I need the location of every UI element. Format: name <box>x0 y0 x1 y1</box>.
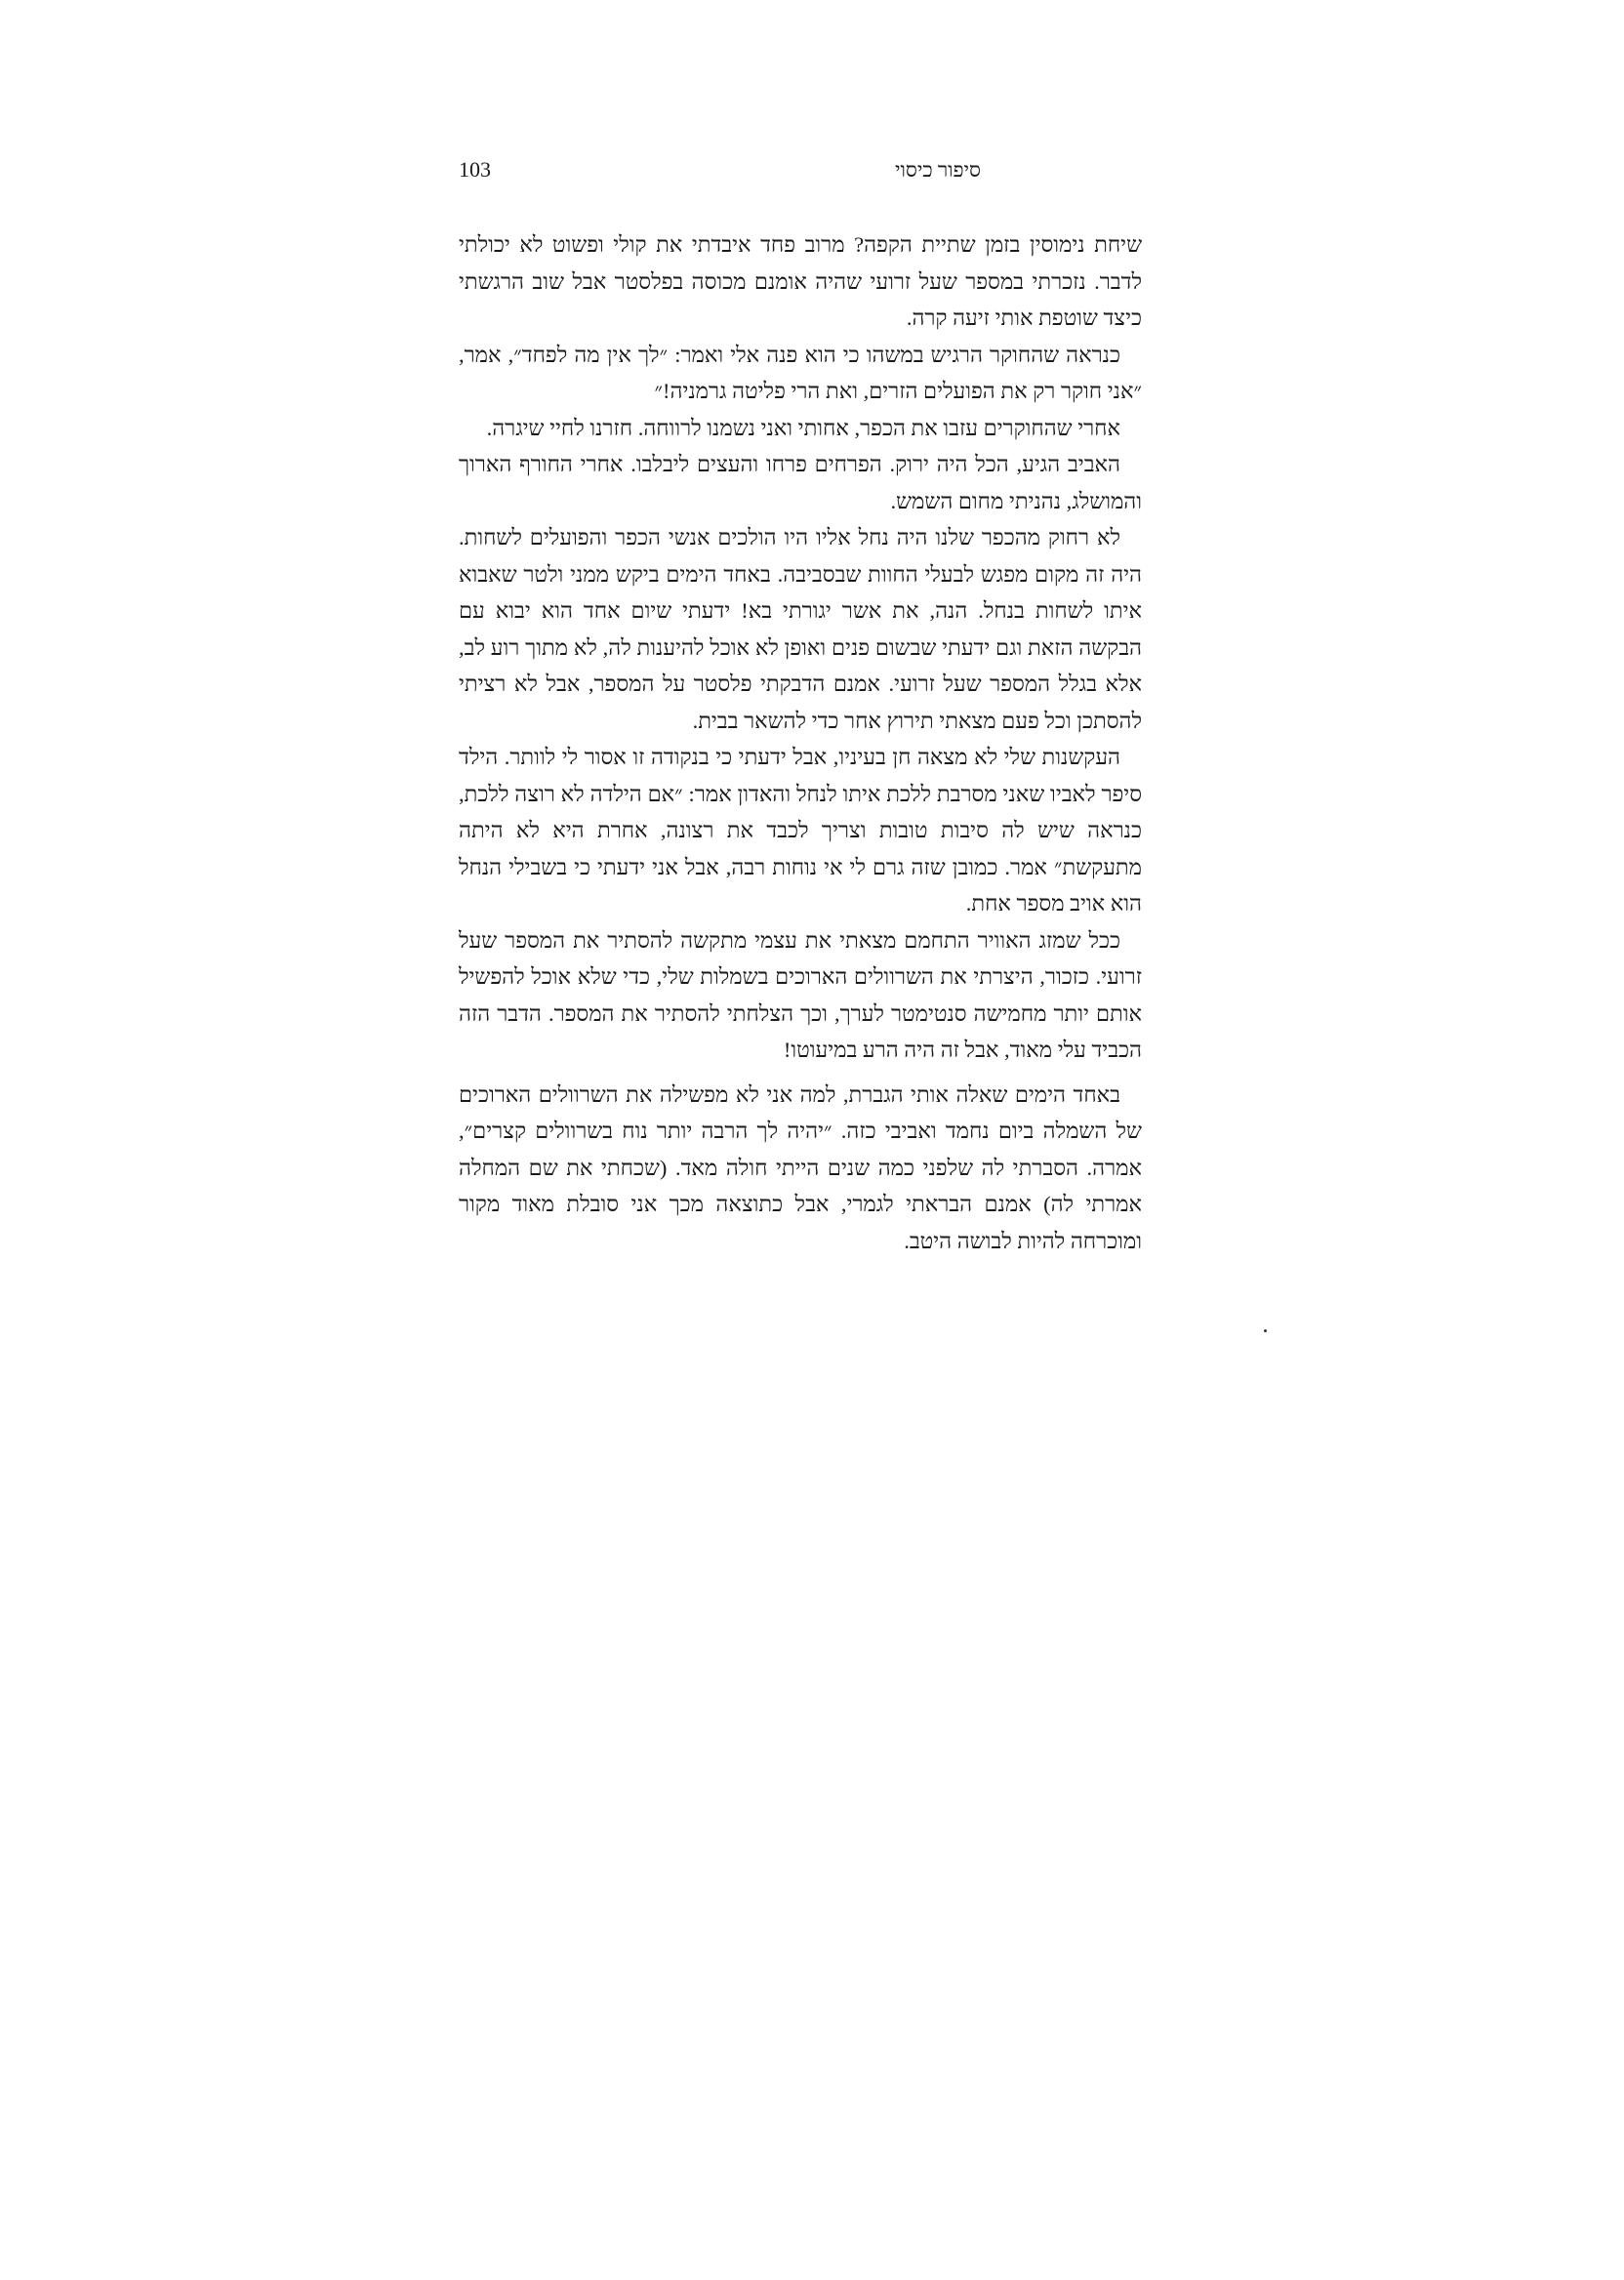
paragraph: האביב הגיע, הכל היה ירוק. הפרחים פרחו והעצים ליבלבו. אחרי החורף הארוך והמושלג, נהניתי מחום השמש. <box>459 452 1142 513</box>
running-head: סיפור כיסוי <box>895 158 981 182</box>
body-text <box>459 226 1142 1259</box>
paragraph: כנראה שהחוקר הרגיש במשהו כי הוא פנה אלי ואמר: ״לך אין מה לפחד״, אמר, ״אני חוקר רק את הפועלים הזרים, ואת הרי פליטה גרמניה!״ <box>459 342 1142 403</box>
paragraph: שיחת נימוסין בזמן שתיית הקפה? מרוב פחד איבדתי את קולי ופשוט לא יכולתי לדבר. נזכרתי במספר שעל זרועי שהיה אומנם מכוסה בפלסטר אבל שוב הרגשתי כיצד שוטפת אותי זיעה קרה. <box>459 232 1142 330</box>
paragraph: באחד הימים שאלה אותי הגברת, למה אני לא מפשילה את השרוולים הארוכים של השמלה ביום נחמד ואביבי כזה. ״יהיה לך הרבה יותר נוח בשרוולים קצרים״, אמרה. הסברתי לה שלפני כמה שנים הייתי חולה מאד. (שכחתי את שם המחלה אמרתי לה) אמנם הבראתי לגמרי, אבל כתוצאה מכך אני סובלת מאוד מקור ומוכרחה להיות לבושה היטב. <box>459 1081 1142 1253</box>
paragraph: אחרי שהחוקרים עזבו את הכפר, אחותי ואני נשמנו לרווחה. חזרנו לחיי שיגרה. <box>486 415 1120 440</box>
page-header <box>459 156 1142 195</box>
scan-speck <box>1264 1329 1267 1332</box>
page-number: 103 <box>459 157 491 182</box>
paragraph: העקשנות שלי לא מצאה חן בעיניו, אבל ידעתי כי בנקודה זו אסור לי לוותר. הילד סיפר לאביו שאני מסרבת ללכת איתו לנחל והאדון אמר: ״אם הילדה לא רוצה ללכת, כנראה שיש לה סיבות טובות וצריך לכבד את רצונה, אחרת היא לא היתה מתעקשת״ אמר. כמובן שזה גרם לי אי נוחות רבה, אבל אני ידעתי כי בשבילי הנחל הוא אויב מספר אחת. <box>459 745 1142 916</box>
paragraph: ככל שמזג האוויר התחמם מצאתי את עצמי מתקשה להסתיר את המספר שעל זרועי. כזכור, היצרתי את השרוולים הארוכים בשמלות שלי, כדי שלא אוכל להפשיל אותם יותר מחמישה סנטימטר לערך, וכך הצלחתי להסתיר את המספר. הדבר הזה הכביד עלי מאוד, אבל זה היה הרע במיעוטו! <box>459 927 1142 1062</box>
paragraph: לא רחוק מהכפר שלנו היה נחל אליו היו הולכים אנשי הכפר והפועלים לשחות. היה זה מקום מפגש לבעלי החוות שבסביבה. באחד הימים ביקש ממני ולטר שאבוא איתו לשחות בנחל. הנה, את אשר יגורתי בא! ידעתי שיום אחד הוא יבוא עם הבקשה הזאת וגם ידעתי שבשום פנים ואופן לא אוכל להיענות לה, לא מתוך רוע לב, אלא בגלל המספר שעל זרועי. אמנם הדבקתי פלסטר על המספר, אבל לא רציתי להסתכן וכל פעם מצאתי תירוץ אחר כדי להשאר בבית. <box>459 525 1142 733</box>
